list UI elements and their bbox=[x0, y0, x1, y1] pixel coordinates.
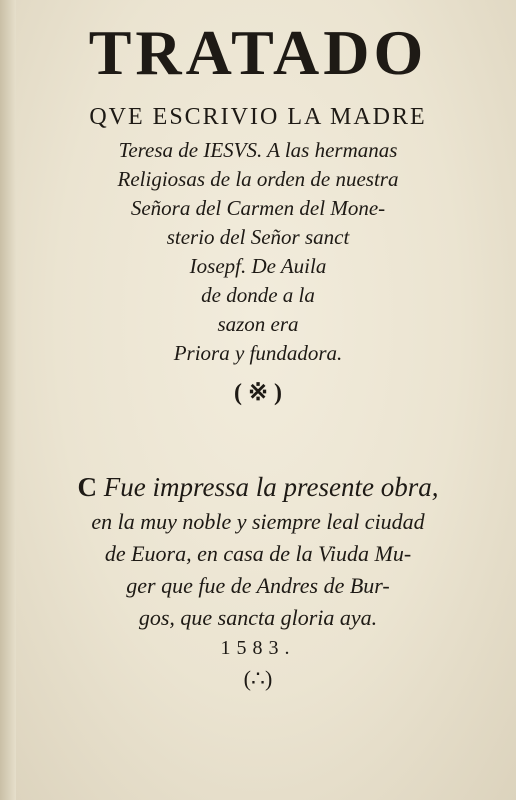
imprint-line-4: ger que fue de Andres de Bur- bbox=[126, 573, 390, 598]
imprint-line-5: gos, que sancta gloria aya. bbox=[138, 605, 378, 630]
imprint-line-1-text: Fue impressa la presente obra, bbox=[103, 472, 439, 502]
end-ornament: (∴) bbox=[243, 666, 273, 691]
title: TRATADO bbox=[88, 17, 428, 88]
subtitle-line-8: sazon era bbox=[217, 312, 299, 336]
subtitle-line-3: Religiosas de la orden de nuestra bbox=[117, 167, 399, 191]
year: 1583. bbox=[220, 637, 296, 659]
paragraph-mark: C bbox=[77, 472, 98, 502]
subtitle-line-6: Iosepf. De Auila bbox=[189, 254, 327, 278]
subtitle-line-2: Teresa de IESVS. A las hermanas bbox=[118, 138, 398, 162]
imprint-line-3: de Euora, en casa de la Viuda Mu- bbox=[104, 541, 412, 566]
subtitle-line-5: sterio del Señor sanct bbox=[166, 225, 350, 249]
subtitle-line-1: QVE ESCRIVIO LA MADRE bbox=[89, 104, 427, 130]
subtitle-line-4: Señora del Carmen del Mone- bbox=[130, 196, 386, 220]
fleuron-ornament: ( ※ ) bbox=[233, 380, 283, 406]
imprint-line-2: en la muy noble y siempre leal ciudad bbox=[91, 509, 425, 534]
subtitle-line-7: de donde a la bbox=[201, 283, 315, 307]
subtitle-line-9: Priora y fundadora. bbox=[173, 341, 343, 365]
imprint-line-1 bbox=[0, 472, 516, 503]
